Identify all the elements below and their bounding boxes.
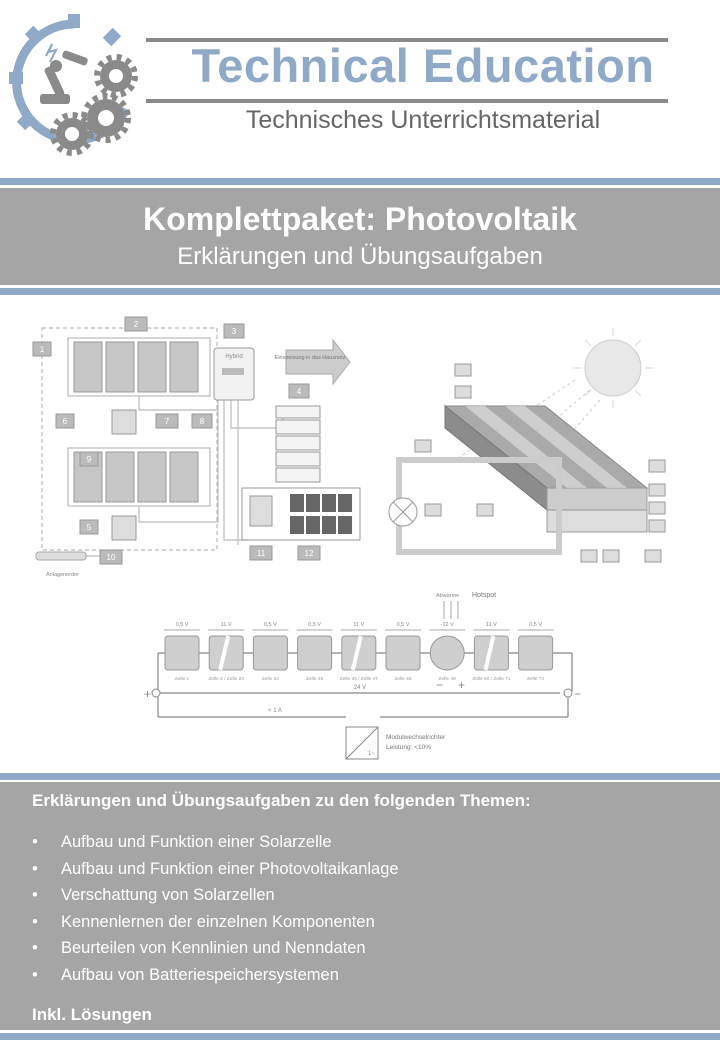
callout-3: 3 xyxy=(231,327,237,336)
cell-label: Zelle 2 / Zelle 23 xyxy=(208,677,244,682)
topics-bottom-stripe xyxy=(0,1033,720,1040)
topic-item: • Aufbau und Funktion einer Photovoltaikanlage xyxy=(32,856,399,883)
brand-logo xyxy=(6,14,142,156)
callout-12: 12 xyxy=(304,549,314,558)
inverter-name: Modulwechselrichter xyxy=(386,734,446,741)
topic-item: • Aufbau von Batteriespeichersystemen xyxy=(32,962,399,989)
inverter-power: Leistung: <10% xyxy=(386,744,431,751)
brand-rule-bottom xyxy=(146,99,668,103)
solar-cell xyxy=(519,636,553,670)
banner-top-stripe xyxy=(0,178,720,185)
topic-item: • Aufbau und Funktion einer Solarzelle xyxy=(32,829,399,856)
solar-cell xyxy=(165,636,199,670)
callout-10: 10 xyxy=(106,553,116,562)
callout-4: 4 xyxy=(296,387,302,396)
cell-label: Zelle 25 xyxy=(306,677,324,682)
solar-cell-structure-diagram xyxy=(385,320,675,570)
cell-label: Zelle 49 xyxy=(438,677,456,682)
cell-voltage: 0,5 V xyxy=(308,622,322,628)
solutions-note: Inkl. Lösungen xyxy=(32,1005,152,1024)
cell-label: Zelle 72 xyxy=(527,677,545,682)
current-label: < 1 A xyxy=(268,708,282,714)
callout-5: 5 xyxy=(86,523,92,532)
solar-cell xyxy=(298,636,332,670)
cell-voltage: 0,5 V xyxy=(529,622,543,628)
cell-label: Zelle 26 / Zelle 47 xyxy=(339,677,378,682)
hotspot-cell xyxy=(430,636,464,670)
callout-6: 6 xyxy=(62,417,68,426)
callout-1: 1 xyxy=(39,345,45,354)
cell-label: Zelle 50 / Zelle 71 xyxy=(472,677,511,682)
cell-voltage: 0,5 V xyxy=(175,622,189,628)
feed-arrow-label: Einspeisung in das Hausnetz xyxy=(274,355,346,361)
svg-text:+: + xyxy=(144,687,152,701)
brand-title: Technical Education xyxy=(191,39,655,92)
ground-label: Anlagenerder xyxy=(46,572,80,578)
shading-diagram xyxy=(140,585,600,770)
cell-label: Zelle 1 xyxy=(174,677,190,682)
topic-item: • Beurteilen von Kennlinien und Nenndaten xyxy=(32,935,399,962)
topic-item: • Kennenlernen der einzelnen Komponenten xyxy=(32,909,399,936)
cell-voltage: -12 V xyxy=(440,622,454,628)
cell-voltage: 0,5 V xyxy=(396,622,410,628)
gears-robot-arm-icon xyxy=(6,14,142,156)
banner-title: Komplettpaket: Photovoltaik xyxy=(143,201,577,237)
cell-voltage: 0,5 V xyxy=(263,622,277,628)
inverter-symbol: 1~ xyxy=(368,751,375,757)
cell-label: Zelle 24 xyxy=(261,677,279,682)
heat-label: Abwärme xyxy=(436,593,460,599)
sun-icon xyxy=(585,340,641,396)
callout-9: 9 xyxy=(86,455,92,464)
inverter-label: Hybrid xyxy=(225,354,243,360)
topics-heading: Erklärungen und Übungsaufgaben zu den folgenden Themen: xyxy=(32,791,531,810)
banner-subtitle: Erklärungen und Übungsaufgaben xyxy=(177,243,543,270)
cell-plus: + xyxy=(458,678,466,692)
cell-minus: − xyxy=(436,678,444,692)
callout-2: 2 xyxy=(133,320,139,329)
callout-11: 11 xyxy=(256,549,266,558)
brand-subtitle: Technisches Unterrichtsmaterial xyxy=(245,106,601,134)
solar-cell xyxy=(386,636,420,670)
callout-8: 8 xyxy=(199,417,205,426)
topics-top-stripe xyxy=(0,773,720,780)
topic-item: • Verschattung von Solarzellen xyxy=(32,882,399,909)
cell-label: Zelle 48 xyxy=(394,677,412,682)
cell-voltage: 11 V xyxy=(353,622,365,628)
hotspot-label: Hotspot xyxy=(472,592,497,599)
solar-cell xyxy=(253,636,287,670)
cell-voltage: 11 V xyxy=(220,622,232,628)
total-voltage: 24 V xyxy=(353,685,367,691)
callout-7: 7 xyxy=(164,417,170,426)
topics-list xyxy=(32,829,399,989)
svg-text:−: − xyxy=(574,687,582,701)
pv-system-diagram xyxy=(28,310,368,585)
banner-bottom-stripe xyxy=(0,288,720,295)
cell-voltage: 11 V xyxy=(485,622,497,628)
